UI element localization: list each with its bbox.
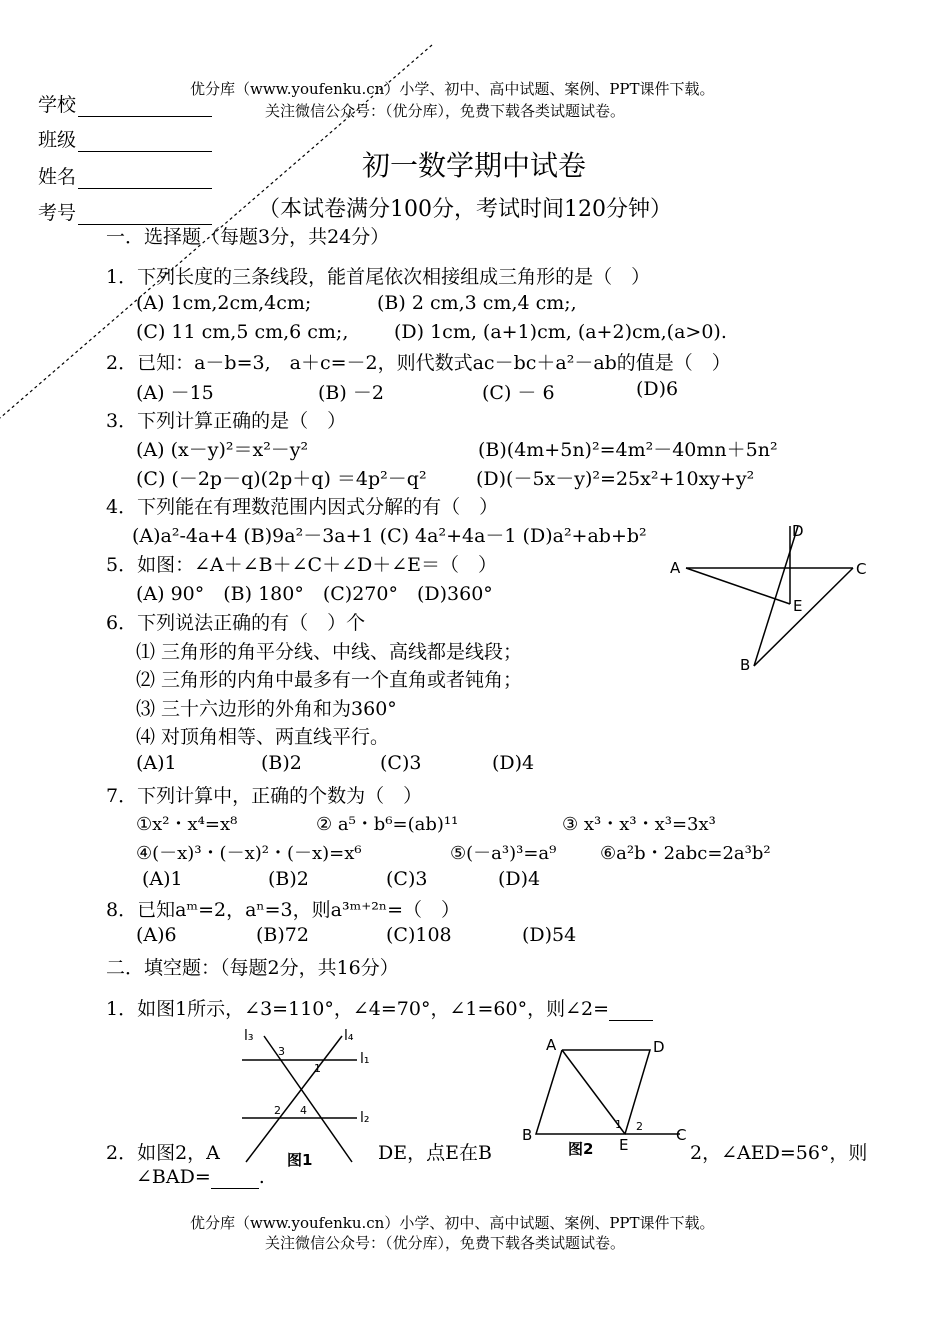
q3-option-c: (C) (－2p－q)(2p＋q) ＝4p²－q² xyxy=(136,468,427,490)
fig1-angle-1: 1 xyxy=(314,1062,321,1075)
q3-option-d: (D)(－5x－y)²=25x²+10xy+y² xyxy=(476,468,755,490)
q6-option-a: (A)1 xyxy=(136,752,177,774)
q7-expr-2: ② a⁵・b⁶=(ab)¹¹ xyxy=(316,814,459,835)
fill-2-answer-blank[interactable] xyxy=(211,1166,259,1189)
q6-statement-2: ⑵ 三角形的内角中最多有一个直角或者钝角； xyxy=(136,669,523,691)
fig1-caption: 图1 xyxy=(287,1151,313,1169)
q8-option-a: (A)6 xyxy=(136,924,177,946)
q5-label-c: C xyxy=(856,560,867,578)
q1-option-b: (B) 2 cm,3 cm,4 cm;, xyxy=(377,292,577,314)
page-title: 初一数学期中试卷 xyxy=(362,149,587,182)
q7-option-d: (D)4 xyxy=(498,868,541,890)
q1-option-c: (C) 11 cm,5 cm,6 cm;, xyxy=(136,321,349,343)
q3-stem: 3．下列计算正确的是（ ） xyxy=(106,410,347,432)
q5-label-b: B xyxy=(740,656,751,674)
fill-1-text: 1．如图1所示，∠3=110°，∠4=70°，∠1=60°，则∠2= xyxy=(106,998,610,1020)
fig1-angle-2: 2 xyxy=(274,1104,281,1117)
q6-stem: 6．下列说法正确的有（ ）个 xyxy=(106,612,366,634)
q1-stem: 1．下列长度的三条线段，能首尾依次相接组成三角形的是（ ） xyxy=(106,266,651,288)
q3-option-b: (B)(4m+5n)²=4m²－40mn＋5n² xyxy=(478,439,778,461)
q7-expr-3: ③ x³・x³・x³=3x³ xyxy=(562,814,716,835)
fig1-label-l4: l₄ xyxy=(344,1028,354,1044)
page-subtitle: （本试卷满分100分，考试时间120分钟） xyxy=(258,197,672,222)
q8-option-b: (B)72 xyxy=(256,924,309,946)
q2-option-c: (C) － 6 xyxy=(482,382,555,404)
fig1-label-l3: l₃ xyxy=(244,1028,254,1044)
q5-options: (A) 90° (B) 180° (C)270° (D)360° xyxy=(136,583,493,605)
q7-stem: 7．下列计算中，正确的个数为（ ） xyxy=(106,785,423,807)
fig1-label-l1: l₁ xyxy=(360,1051,370,1067)
q5-label-d: D xyxy=(792,522,804,540)
fill-1-answer-blank[interactable] xyxy=(609,998,653,1021)
fig1-angle-3: 3 xyxy=(278,1045,285,1058)
q1-option-d: (D) 1cm, (a+1)cm, (a+2)cm,(a>0). xyxy=(394,321,727,343)
fig2-caption: 图2 xyxy=(568,1140,594,1158)
figure-1 xyxy=(232,1022,392,1172)
fig2-label-b: B xyxy=(522,1126,533,1144)
fill-2-part-1: 2．如图2，A xyxy=(106,1142,220,1164)
fill-2-line-2: ∠BAD= . xyxy=(136,1166,265,1188)
q5-label-a: A xyxy=(670,559,681,577)
fig2-angle-1: 1 xyxy=(615,1118,622,1131)
q7-expr-5: ⑤(－a³)³=a⁹ xyxy=(450,843,557,864)
class-field[interactable]: 班级 xyxy=(38,125,212,152)
header-line-1: 优分库（www.youfenku.cn）小学、初中、高中试题、案例、PPT课件下载。 xyxy=(190,80,715,98)
section-1-heading: 一．选择题（每题3分，共24分） xyxy=(106,226,390,248)
q6-statement-1: ⑴ 三角形的角平分线、中线、高线都是线段； xyxy=(136,641,523,663)
name-field[interactable]: 姓名 xyxy=(38,162,212,189)
q6-statement-4: ⑷ 对顶角相等、两直线平行。 xyxy=(136,726,390,748)
fill-1 xyxy=(106,994,653,1021)
q6-option-c: (C)3 xyxy=(380,752,422,774)
q1-option-a: (A) 1cm,2cm,4cm; xyxy=(136,292,312,314)
q6-option-b: (B)2 xyxy=(261,752,302,774)
school-field[interactable]: 学校 xyxy=(38,90,212,117)
q7-option-a: (A)1 xyxy=(142,868,183,890)
q5-label-e: E xyxy=(793,597,803,615)
q8-option-d: (D)54 xyxy=(522,924,577,946)
q2-option-a: (A) －15 xyxy=(136,382,214,404)
fig2-label-c: C xyxy=(676,1126,687,1144)
q7-expr-6: ⑥a²b・2abc=2a³b² xyxy=(600,843,771,864)
q2-option-d: (D)6 xyxy=(636,378,679,400)
q6-statement-3: ⑶ 三十六边形的外角和为360° xyxy=(136,698,397,720)
q7-option-c: (C)3 xyxy=(386,868,428,890)
q2-option-b: (B) －2 xyxy=(318,382,384,404)
id-field[interactable]: 考号 xyxy=(38,198,212,225)
q7-expr-4: ④(－x)³・(－x)²・(－x)=x⁶ xyxy=(136,843,362,864)
q7-option-b: (B)2 xyxy=(268,868,309,890)
fig1-label-l2: l₂ xyxy=(360,1110,370,1126)
footer-line-2: 关注微信公众号：（优分库），免费下载各类试题试卷。 xyxy=(265,1234,626,1252)
q5-figure xyxy=(668,518,908,678)
q3-option-a: (A) (x－y)²＝x²－y² xyxy=(136,439,309,461)
fig2-label-d: D xyxy=(653,1038,665,1056)
header-line-2: 关注微信公众号：（优分库），免费下载各类试题试卷。 xyxy=(265,102,626,120)
section-2-heading: 二．填空题：（每题2分，共16分） xyxy=(106,957,399,979)
q5-stem: 5．如图：∠A＋∠B＋∠C＋∠D＋∠E＝（ ） xyxy=(106,554,498,576)
fill-2-part-3: 2，∠AED=56°，则 xyxy=(690,1142,868,1164)
q8-option-c: (C)108 xyxy=(386,924,452,946)
q4-options: (A)a²-4a+4 (B)9a²－3a+1 (C) 4a²+4a－1 (D)a²+ab+b² xyxy=(132,525,647,547)
fig2-label-e: E xyxy=(619,1136,629,1154)
fig2-label-a: A xyxy=(546,1036,557,1054)
q4-stem: 4．下列能在有理数范围内因式分解的有（ ） xyxy=(106,496,499,518)
footer-line-1: 优分库（www.youfenku.cn）小学、初中、高中试题、案例、PPT课件下载。 xyxy=(190,1214,715,1232)
q6-option-d: (D)4 xyxy=(492,752,535,774)
fig2-angle-2: 2 xyxy=(636,1120,643,1133)
q7-expr-1: ①x²・x⁴=x⁸ xyxy=(136,814,238,835)
q2-stem: 2．已知：a－b=3, a＋c=－2，则代数式ac－bc＋a²－ab的值是（ ） xyxy=(106,352,731,374)
q8-stem: 8．已知aᵐ=2，aⁿ=3，则a³ᵐ⁺²ⁿ=（ ） xyxy=(106,899,461,921)
fill-2-part-2: DE，点E在B xyxy=(378,1142,492,1164)
fig1-angle-4: 4 xyxy=(300,1104,307,1117)
